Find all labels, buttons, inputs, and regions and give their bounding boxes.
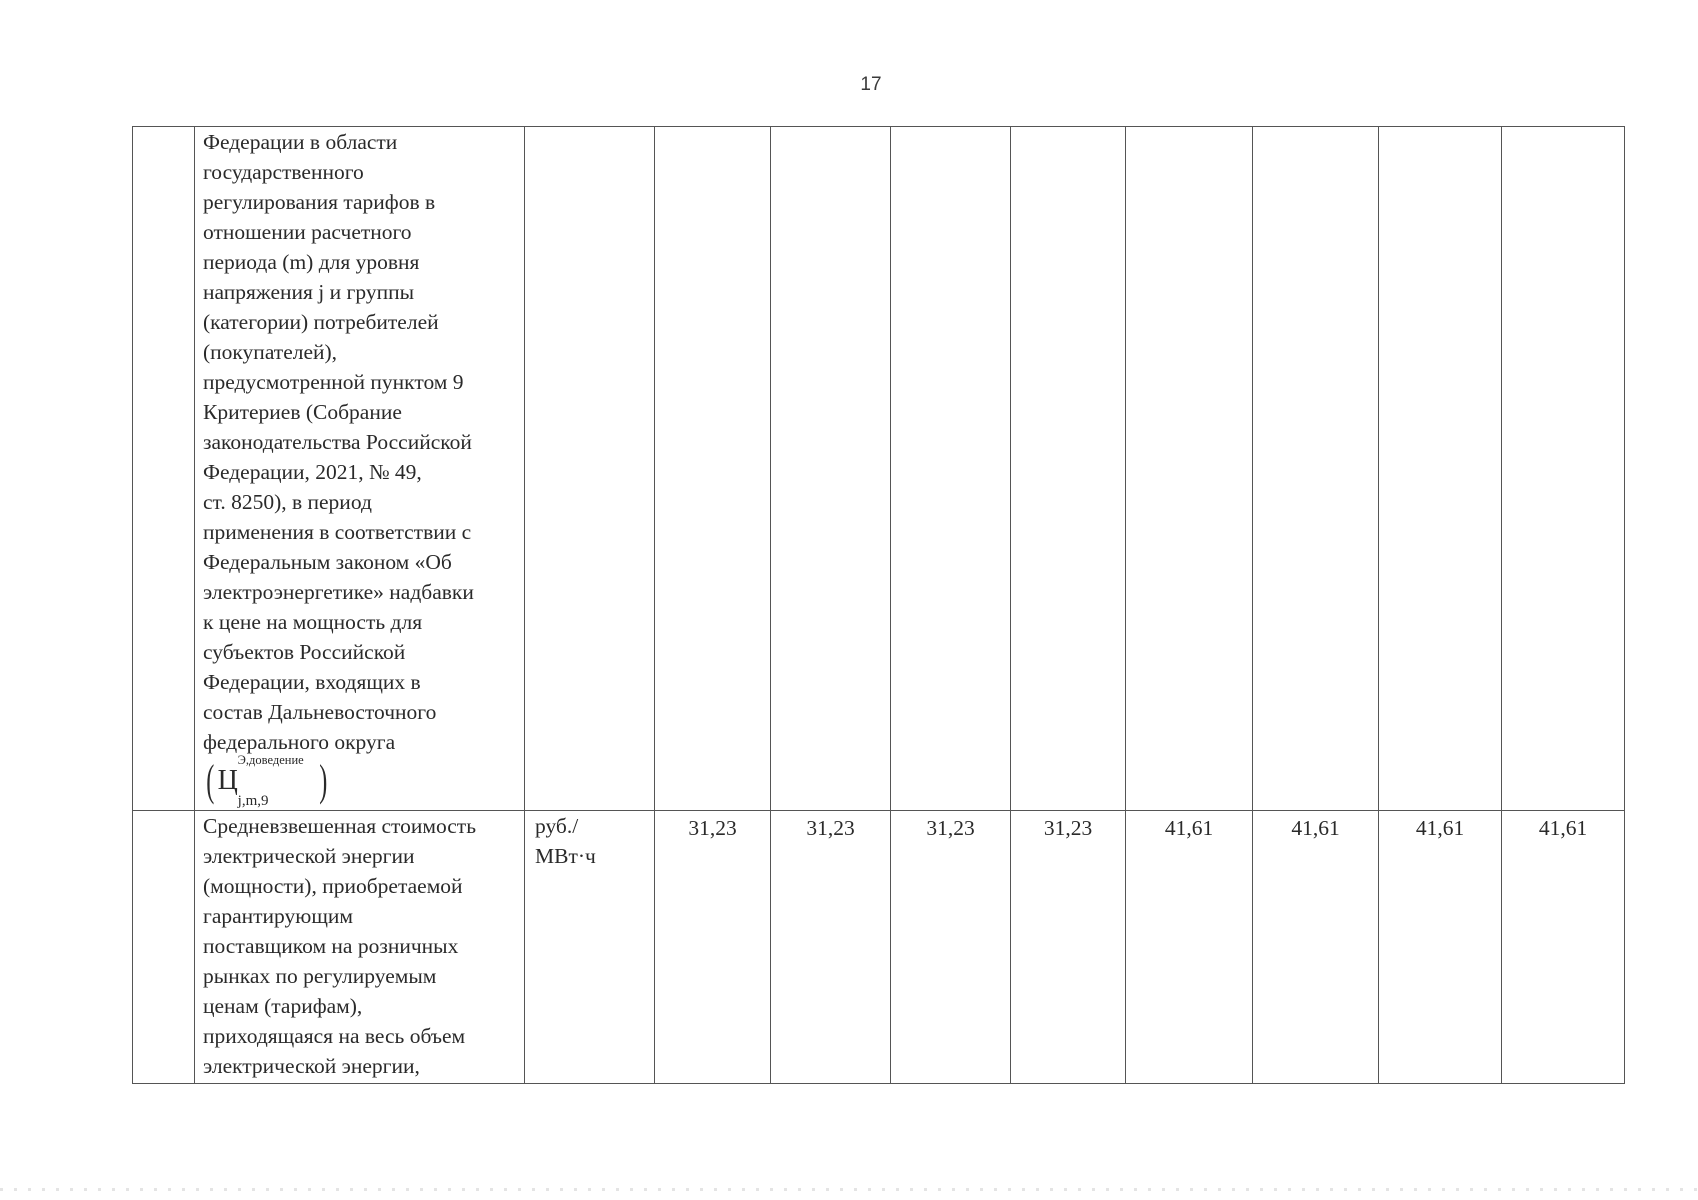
value-cell (1253, 127, 1379, 811)
table-row (133, 811, 1625, 1084)
value-cell: 41,61 (1253, 811, 1379, 1084)
row-index-cell (133, 811, 195, 1084)
value-cell: 41,61 (1502, 811, 1625, 1084)
page-number: 17 (860, 74, 882, 95)
description-line: Федерации, входящих в (203, 670, 421, 694)
description-line: (покупателей), (203, 340, 338, 364)
description-line: Федерации в области (203, 130, 398, 154)
description-line: регулирования тарифов в (203, 190, 436, 214)
formula-superscript: Э,доведение (237, 753, 304, 767)
description-line: напряжения j и группы (203, 280, 415, 304)
unit-cell (525, 127, 655, 811)
unit-cell (525, 811, 655, 1084)
value-cell (1379, 127, 1502, 811)
formula-symbol (217, 753, 316, 809)
description-line: (категории) потребителей (203, 310, 439, 334)
description-line: ст. 8250), в период (203, 490, 372, 514)
description-line: электроэнергетике» надбавки (203, 580, 474, 604)
description-line: периода (m) для уровня (203, 250, 420, 274)
description-line: рынках по регулируемым (203, 964, 437, 988)
description-line: поставщиком на розничных (203, 934, 459, 958)
table-row (133, 127, 1625, 811)
description-line: отношении расчетного (203, 220, 412, 244)
value-cell (771, 127, 891, 811)
description-line: законодательства Российской (203, 430, 472, 454)
description-line: гарантирующим (203, 904, 354, 928)
value-cell (1502, 127, 1625, 811)
value-cell: 31,23 (1011, 811, 1126, 1084)
scan-artifact-line (0, 1188, 1698, 1191)
description-line: Федерации, 2021, № 49, (203, 460, 422, 484)
description-line: применения в соответствии с (203, 520, 472, 544)
description-cell (195, 811, 525, 1084)
tariff-table (132, 126, 1625, 1084)
description-line: ценам (тарифам), (203, 994, 363, 1018)
description-line: федерального округа (203, 730, 396, 754)
description-line: государственного (203, 160, 364, 184)
unit-line: руб./ (535, 814, 579, 838)
value-cell (891, 127, 1011, 811)
description-line: электрической энергии (203, 844, 415, 868)
description-line: субъектов Российской (203, 640, 406, 664)
unit-line: МВт·ч (535, 844, 596, 868)
value-cell: 41,61 (1126, 811, 1253, 1084)
value-cell (1011, 127, 1126, 811)
formula-open-paren: ( (206, 756, 215, 805)
description-line: Средневзвешенная стоимость (203, 814, 477, 838)
description-cell (195, 127, 525, 811)
value-cell: 41,61 (1379, 811, 1502, 1084)
formula-subscript: j,m,9 (237, 793, 269, 809)
description-line: приходящаяся на весь объем (203, 1024, 466, 1048)
value-cell (1126, 127, 1253, 811)
description-line: (мощности), приобретаемой (203, 874, 463, 898)
formula-close-paren: ) (319, 756, 328, 805)
description-line: Федеральным законом «Об (203, 550, 452, 574)
formula-base: Ц (217, 765, 238, 796)
value-cell (655, 127, 771, 811)
description-line: Критериев (Собрание (203, 400, 402, 424)
description-line: состав Дальневосточного (203, 700, 437, 724)
value-cell: 31,23 (891, 811, 1011, 1084)
tariff-formula (203, 753, 331, 809)
value-cell: 31,23 (655, 811, 771, 1084)
description-line: предусмотренной пунктом 9 (203, 370, 464, 394)
row-index-cell (133, 127, 195, 811)
value-cell: 31,23 (771, 811, 891, 1084)
description-line: к цене на мощность для (203, 610, 423, 634)
description-line: электрической энергии, (203, 1054, 420, 1078)
